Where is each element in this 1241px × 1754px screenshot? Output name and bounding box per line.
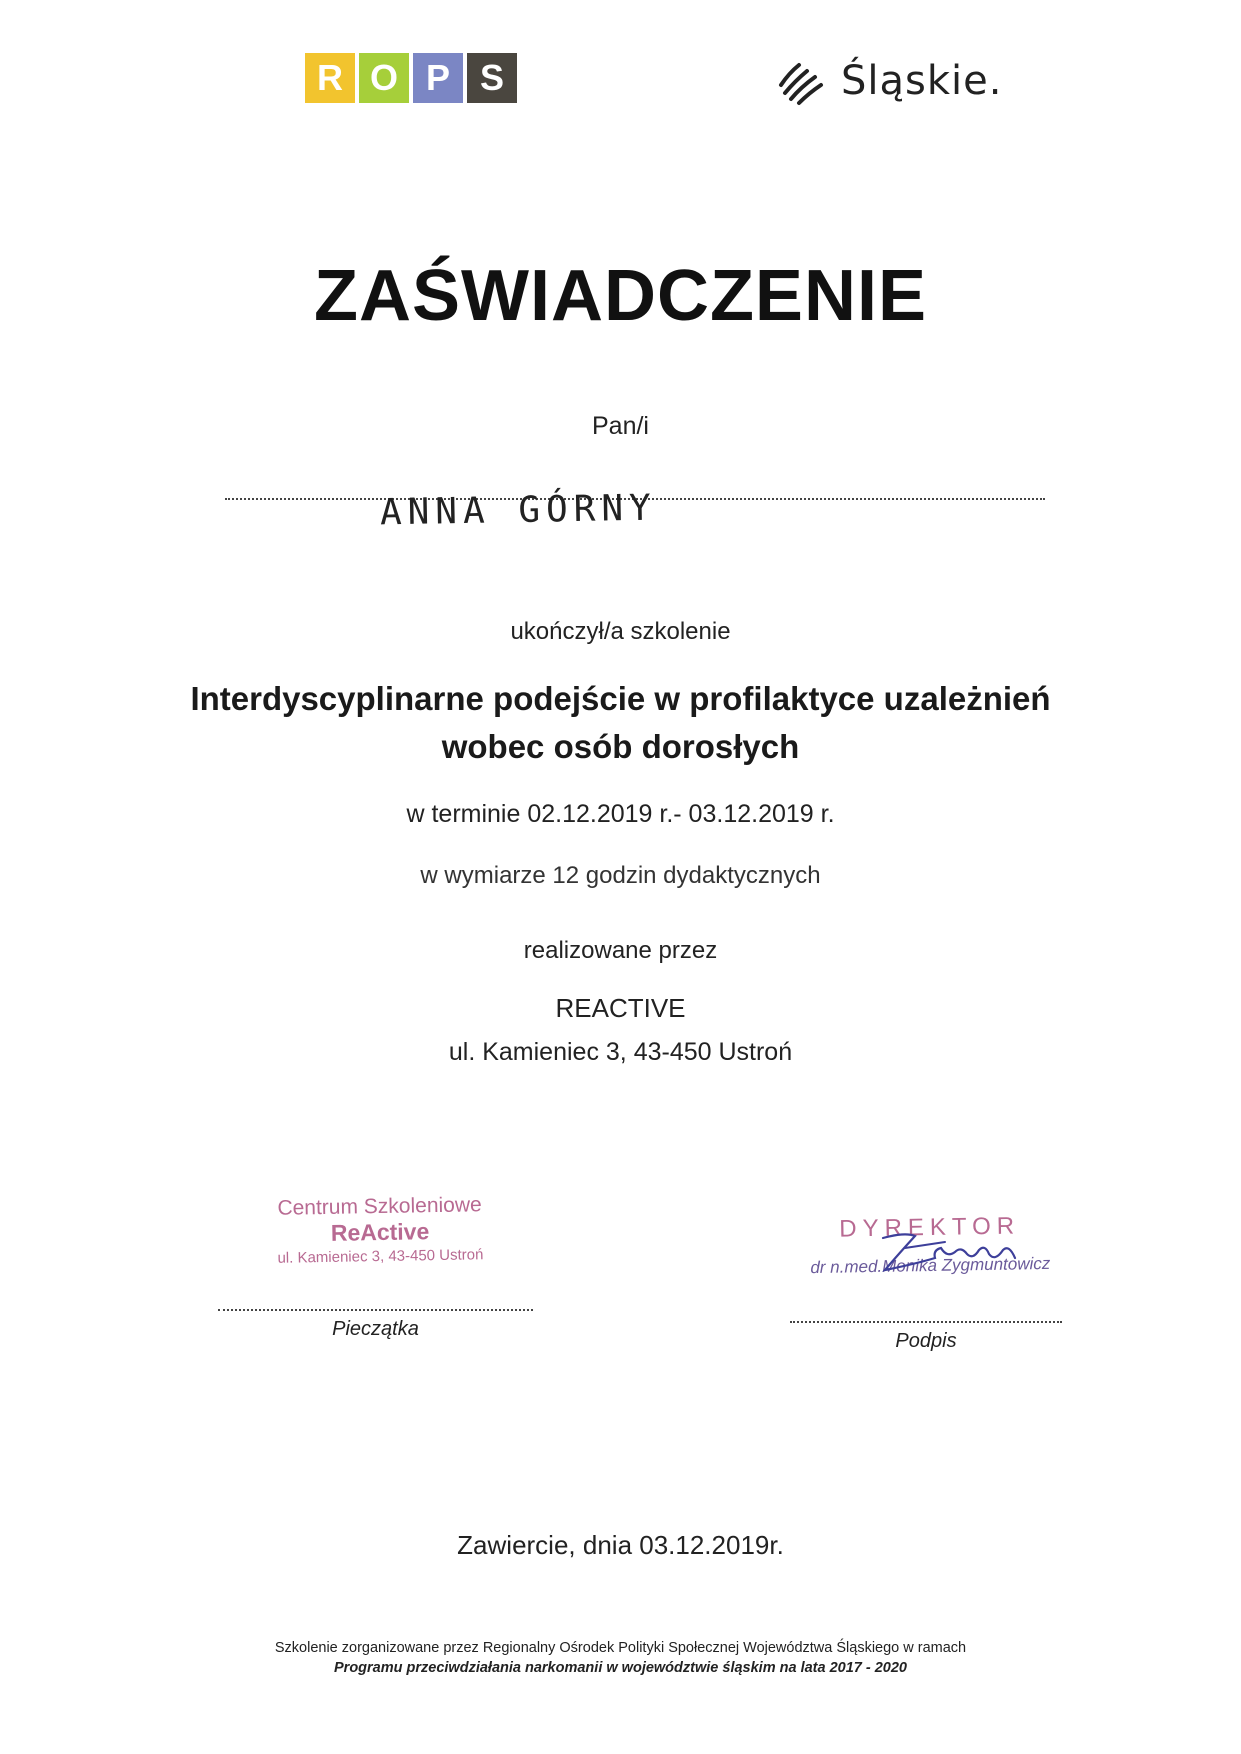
footer-line1: Szkolenie zorganizowane przez Regionalny Ośrodek Polityki Społecznej Województwa Śląskiego w ramach <box>274 1640 967 1656</box>
signature-dotted-line <box>790 1321 1062 1323</box>
rops-tile-s: S <box>467 53 517 103</box>
completed-text: ukończył/a szkolenie <box>510 618 731 645</box>
rops-logo <box>305 53 517 103</box>
course-title-line1: Interdyscyplinarne podejście w profilaktyce uzależnień <box>190 680 1051 717</box>
organizer-stamp <box>219 1192 540 1268</box>
document-title: ZAŚWIADCZENIE <box>314 256 927 336</box>
stamp-dotted-line <box>218 1309 533 1311</box>
slaskie-logo <box>775 55 1002 107</box>
rops-tile-p: P <box>413 53 463 103</box>
slaskie-logo-text: Śląskie. <box>841 58 1003 104</box>
signature-mark <box>875 1228 1025 1278</box>
place-and-date: Zawiercie, dnia 03.12.2019r. <box>457 1530 784 1560</box>
realized-by-text: realizowane przez <box>523 937 718 964</box>
stamp-label: Pieczątka <box>332 1318 419 1340</box>
rops-tile-o: O <box>359 53 409 103</box>
recipient-name-handwritten: ANNA GÓRNY <box>379 487 658 534</box>
stamp-line2: ReActive <box>330 1218 430 1246</box>
salutation: Pan/i <box>592 412 649 440</box>
course-title-line2: wobec osób dorosłych <box>441 728 800 765</box>
slaskie-emblem-icon <box>775 55 827 107</box>
footer-line2: Programu przeciwdziałania narkomanii w województwie śląskim na lata 2017 - 2020 <box>334 1660 907 1676</box>
director-title: DYREKTOR <box>839 1212 1021 1243</box>
organizer-address: ul. Kamieniec 3, 43-450 Ustroń <box>448 1038 793 1066</box>
stamp-line3: ul. Kamieniec 3, 43-450 Ustroń <box>277 1246 484 1267</box>
hours-text: w wymiarze 12 godzin dydaktycznych <box>420 862 821 889</box>
director-name: dr n.med.Monika Zygmuntowicz <box>810 1253 1051 1278</box>
organizer-name: REACTIVE <box>555 993 686 1023</box>
rops-tile-r: R <box>305 53 355 103</box>
signature-label: Podpis <box>895 1330 957 1352</box>
term-text: w terminie 02.12.2019 r.- 03.12.2019 r. <box>406 800 835 828</box>
stamp-line1: Centrum Szkoleniowe <box>277 1193 482 1220</box>
